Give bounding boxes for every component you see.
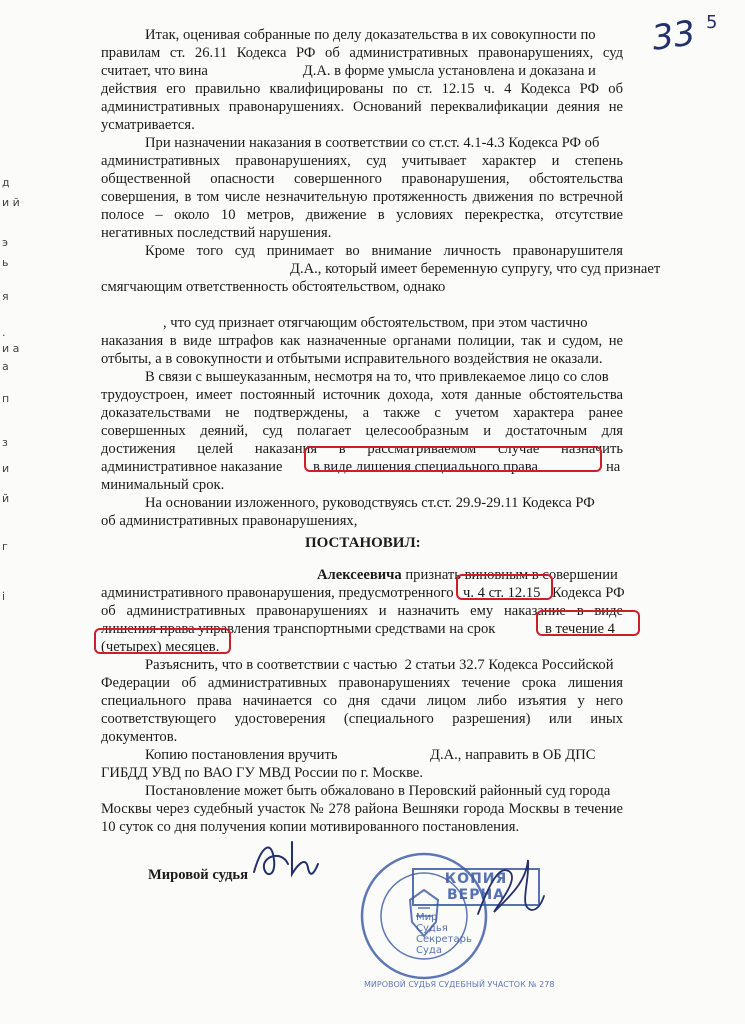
text-line: минимальный срок.	[101, 477, 225, 493]
text-line: В связи с вышеуказанным, несмотря на то, что привлекаемое лицо со слов	[145, 369, 609, 385]
text-line: На основании изложенного, руководствуясь ст.ст. 29.9-29.11 Кодекса РФ	[145, 495, 595, 511]
resolution-heading: ПОСТАНОВИЛ:	[305, 535, 421, 551]
text-line: трудоустроен, имеет постоянный источник дохода, хотя данные обстоятельства	[101, 387, 623, 403]
stamp-line: Секретарь	[416, 934, 472, 945]
margin-fragment: д	[2, 176, 10, 189]
text-line: Постановление может быть обжаловано в Перовский районный суд города	[145, 783, 611, 799]
text-line: административного правонарушения, предусмотренного	[101, 585, 454, 601]
text-fragment: признать виновным в совершении	[401, 567, 618, 583]
stamp-signature-icon	[470, 852, 550, 932]
text-line: полосе – около 10 метров, движение в условиях перекрестка, отсутствие	[101, 207, 623, 223]
text-line: об административных правонарушениях и назначить ему наказание в виде	[101, 603, 623, 619]
text-line: специального права начинается со дня сдачи лицом либо изъятия у него	[101, 693, 623, 709]
margin-fragment: я	[2, 290, 9, 303]
text-line: административных правонарушениях, суд учитывает характер и степень	[101, 153, 623, 169]
handwritten-signature-icon	[248, 834, 338, 884]
handwritten-page-number-suffix: 5	[706, 12, 718, 33]
margin-fragment: п	[2, 392, 10, 405]
highlighted-text: ч. 4 ст. 12.15	[463, 585, 541, 601]
text-line: действия его правильно квалифицированы по ст. 12.15 ч. 4 Кодекса РФ об	[101, 81, 623, 97]
seal-ring-text: МИРОВОЙ СУДЬЯ СУДЕБНЫЙ УЧАСТОК № 278	[364, 980, 555, 989]
margin-fragment: а	[2, 360, 9, 373]
text-line: 10 суток со дня получения копии мотивированного постановления.	[101, 819, 520, 835]
margin-fragment: э	[2, 236, 9, 249]
text-line: считает, что вина Д.А. в форме умысла установлена и доказана и	[101, 63, 596, 79]
text-line: Итак, оценивая собранные по делу доказательства в их совокупности по	[145, 27, 596, 43]
text-line: Кроме того суд принимает во внимание личность правонарушителя	[145, 243, 623, 259]
red-highlight-box	[94, 628, 231, 654]
text-line: Кодекса РФ	[552, 585, 625, 601]
text-line: документов.	[101, 729, 178, 745]
margin-fragment: з	[2, 436, 8, 449]
margin-fragment: и й	[2, 196, 20, 209]
text-line: соответствующего удостоверения (специального разрешения) или иных	[101, 711, 623, 727]
margin-fragment: й	[2, 492, 10, 505]
text-line: смягчающим ответственность обстоятельством, однако	[101, 279, 446, 295]
signature-label: Мировой судья	[148, 867, 249, 883]
margin-fragment: і	[2, 590, 6, 603]
defendant-patronymic: Алексеевича	[317, 567, 402, 583]
handwritten-page-number: 33	[649, 13, 698, 59]
highlighted-text: в течение 4	[545, 621, 615, 637]
text-line: административных правонарушениях. Оснований переквалификации деяния не	[101, 99, 623, 115]
text-line: При назначении наказания в соответствии со ст.ст. 4.1-4.3 Кодекса РФ об	[145, 135, 600, 151]
red-highlight-box	[304, 446, 602, 472]
margin-fragment: и а	[2, 342, 20, 355]
text-line: наказания в виде штрафов как назначенные органами полиции, так и судом, не	[101, 333, 623, 349]
red-highlight-box	[456, 574, 553, 600]
text-line: Д.А., который имеет беременную супругу, что суд признает	[290, 261, 661, 277]
margin-fragment: г	[2, 540, 8, 553]
text-line: отбыты, а в совокупности и отбытыми исправительного воздействия не оказали.	[101, 351, 603, 367]
text-line: , что суд признает отягчающим обстоятельством, при этом частично	[163, 315, 588, 331]
margin-fragment: .	[2, 326, 6, 339]
text-line: Д.А., направить в ОБ ДПС	[430, 747, 596, 763]
copy-verified-label: КОПИЯ ВЕРНА	[412, 868, 540, 906]
text-line: совершенных деяний, суд полагает целесообразным и достаточным для	[101, 423, 623, 439]
highlighted-text: в виде лишения специального права	[313, 459, 538, 475]
stamp-line: Судья	[416, 923, 448, 934]
text-line: об административных правонарушениях,	[101, 513, 358, 529]
text-line: правилам ст. 26.11 Кодекса РФ об административных правонарушениях, суд	[101, 45, 623, 61]
text-line: Федерации об административных правонарушениях течение срока лишения	[101, 675, 623, 691]
stamp-line: Суда	[416, 945, 442, 956]
text-line: ГИБДД УВД по ВАО ГУ МВД России по г. Москве.	[101, 765, 424, 781]
text-line: Разъяснить, что в соответствии с частью 2 статьи 32.7 Кодекса Российской	[145, 657, 614, 673]
text-line: доказательствами не подтверждены, а также с учетом характера ранее	[101, 405, 623, 421]
text-line: негативных последствий нарушения.	[101, 225, 332, 241]
margin-fragment: и	[2, 462, 10, 475]
text-line: лишения права управления транспортными средствами на срок	[101, 621, 496, 637]
text-line: усматривается.	[101, 117, 195, 133]
stamp-line: Мир	[416, 912, 438, 923]
text-line: Копию постановления вручить	[145, 747, 338, 763]
text-line: административное наказание	[101, 459, 283, 475]
text-line: общественной опасности совершенного правонарушения, обстоятельства	[101, 171, 623, 187]
red-highlight-box	[536, 610, 640, 636]
text-line: достижения целей наказания в рассматриваемом случае назначить	[101, 441, 623, 457]
margin-fragment: ь	[2, 256, 9, 269]
text-line: на	[606, 459, 621, 475]
text-line: совершения, в том числе незначительную протяженность движения по встречной	[101, 189, 623, 205]
text-line: Москвы через судебный участок № 278 района Вешняки города Москвы в течение	[101, 801, 623, 817]
highlighted-text: (четырех) месяцев.	[101, 639, 220, 655]
